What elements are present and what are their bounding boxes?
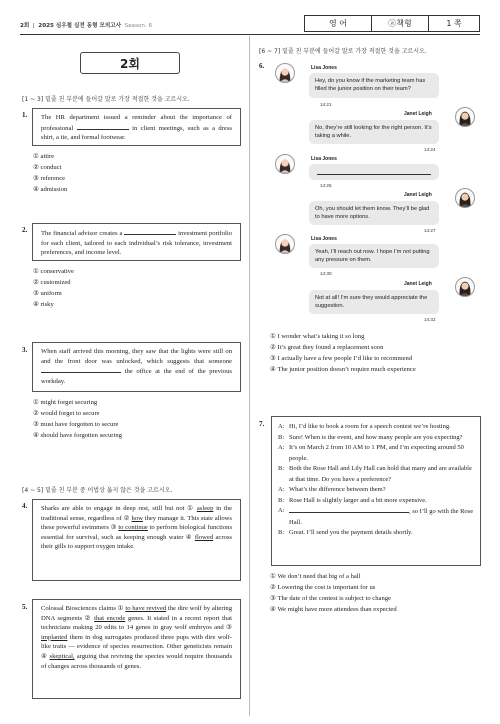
q4-text: across their gills to support oxygen intake. [41,533,232,551]
question-number: 6. [259,62,265,70]
exam-info: 2회 | 2025 심우철 실전 동형 모의고사 Season. 6 [20,23,153,29]
q2-text-post: investment portfolio for each client, tailored to each individual’s risk tolerance, investment preferences, and income level. [41,230,232,257]
question-3-options [33,397,122,441]
option[interactable]: ② conduct [33,164,62,171]
line-text: Rose Hall is slightly larger and a bit more expensive. [289,496,427,504]
option[interactable]: ① conservative [33,268,74,275]
lisa-avatar [275,63,295,83]
janet-avatar [455,107,475,127]
line-text: , so I’ll go with the Rose Hall. [289,508,474,526]
chat-bubble: Oh, you should let them know. They’ll be glad to have more options. [309,201,439,225]
q4-text: to perform biological functions essential for survival, such as keeping enough water ④ [41,524,233,541]
section-instruction-2: [4 ~ 5] 밑줄 친 부분 중 어법상 옳지 않은 것을 고르시오. [22,487,173,494]
chat-bubble: Yeah, I’ll reach out now. I hope I’m not putting any pressure on them. [309,244,439,268]
speaker: B: [278,433,285,441]
chat-time: 14:25 [320,183,332,188]
option[interactable]: ④ We might have more attendees than expected [270,606,397,613]
underlined-choice: to continue [118,524,148,532]
chat-sender: Lisa Jones [311,65,337,71]
exam-title: 2025 심우철 실전 동형 모의고사 [38,23,122,29]
underlined-choice: implanted [41,633,68,641]
page-box: 1 쪽 [446,19,462,28]
option[interactable]: ③ The date of the contest is subject to change [270,595,391,602]
underlined-choice: skeptical, [49,652,75,660]
underlined-choice: asleep [196,505,214,512]
q5-text: genes. It stated in a recent report that technicians making 20 edits to 14 genes in gray wolf embryos and ③ [41,614,232,632]
chat-bubble-blank [309,164,439,180]
option[interactable]: ② would forget to secure [33,410,100,417]
question-number: 3. [22,346,28,354]
option[interactable]: ④ admission [33,186,68,193]
chat-bubble: No, they’re still looking for the right person. It’s taking a while. [309,120,439,144]
booklet-box: ⓐ책형 [372,16,429,31]
underlined-choice: flowed [194,533,214,541]
question-7-options [270,571,397,615]
q4-text: in the traditional sense, regardless of ② [41,505,232,522]
q3-text-pre: When staff arrived this morning, they saw that the lights were still on and the front door was unlocked, which suggests that someone [41,348,232,365]
round-label: 2회 [20,23,30,29]
season-label: Season. 6 [124,23,153,29]
question-5-box [32,599,241,699]
q5-text: Colossal Biosciences claims ① [41,605,126,612]
dialogue-line [278,422,474,433]
blank [124,228,176,235]
dialogue-line [278,433,474,444]
section-instruction-1: [1 ~ 3] 밑줄 친 부분에 들어갈 말로 가장 적절한 것을 고르시오. [22,96,190,103]
speaker: A: [278,444,285,451]
speaker: B: [278,496,285,504]
question-number: 5. [22,603,28,611]
question-number: 1. [22,111,28,119]
option[interactable]: ② customized [33,279,71,286]
q5-text: the dire wolf by altering DNA segments ② [41,605,232,622]
column-divider [249,36,250,716]
speaker: A: [278,423,285,430]
blank [77,123,129,130]
subject-box: 영 어 [305,16,372,31]
underlined-choice: how [131,514,143,522]
question-6-options [270,331,416,375]
q2-text-pre: The financial advisor creates a [41,230,123,237]
line-text: It’s on March 2 from 10 AM to 1 PM, and I’m expecting around 50 people. [289,444,464,462]
chat-time: 14:27 [424,228,436,233]
dialogue-line [278,528,474,539]
speaker: B: [278,529,285,536]
underlined-choice: to have revived [125,605,167,612]
line-text: Sure! When is the event, and how many people are you expecting? [289,433,463,441]
lisa-avatar [275,154,295,174]
question-number: 7. [259,420,265,428]
chat-bubble: Hey, do you know if the marketing team has filled the junior position on their team? [309,73,439,98]
janet-avatar [455,188,475,208]
q1-text-post: in client meetings, such as a dress shirt, a tie, and formal footwear. [41,124,232,142]
dialogue-line [278,485,474,496]
chat-bubble: Not at all! I’m sure they would appreciate the suggestion. [309,290,439,314]
section-instruction-3: [6 ~ 7] 밑줄 친 부분에 들어갈 말로 가장 적절한 것을 고르시오. [259,48,427,55]
q3-text-post: the office at the end of the previous workday. [41,368,232,385]
dialogue-line [278,443,474,464]
option[interactable]: ② Lowering the cost is important for us [270,584,376,591]
chat-time: 14:30 [320,271,332,276]
option[interactable]: ① might forget securing [33,399,98,406]
dialogue-line [278,496,474,507]
question-7-dialogue [271,416,481,566]
line-text: What’s the difference between them? [289,486,386,493]
chat-sender: Lisa Jones [311,156,337,162]
chat-sender: Janet Leigh [404,111,432,117]
chat-time: 14:21 [320,102,332,107]
lisa-avatar [275,234,295,254]
header-rule [20,34,480,35]
blank [41,366,121,373]
speaker: A: [278,507,285,514]
line-text: Hi, I’d like to book a room for a speech contest we’re hosting. [289,423,451,430]
underlined-choice: that encode [94,614,126,622]
option[interactable]: ① We don’t need that big of a hall [270,573,361,580]
q5-text: them in dog surrogates produced three pups with dire wolf-like traits — evidence of species resurrection. Other geneticists remain ④ [41,633,232,660]
option[interactable]: ④ should have forgotten securing [33,432,122,439]
option[interactable]: ④ The junior position doesn’t require much experience [270,366,416,373]
question-number: 4. [22,502,28,510]
question-1-options [33,151,67,195]
janet-avatar [455,277,475,297]
option[interactable]: ③ uniform [33,290,62,297]
chat-sender: Janet Leigh [404,192,432,198]
speaker: A: [278,486,285,493]
blank [289,506,409,513]
chat-sender: Lisa Jones [311,236,337,242]
speaker: B: [278,465,285,472]
dialogue-line [278,506,474,528]
option[interactable]: ③ I actually have a few people I’d like to recommend [270,355,413,362]
q4-text: they manage it. This state allows these powerful swimmers ③ [41,514,232,532]
chat-time: 14:24 [424,147,436,152]
option[interactable]: ④ risky [33,301,54,308]
option[interactable]: ③ must have forgotten to secure [33,421,119,428]
option[interactable]: ② It’s great they found a replacement soon [270,344,384,351]
line-text: Both the Rose Hall and Lily Hall can hold that many and are available at that time. Do you have a preference? [289,465,472,483]
option[interactable]: ① attire [33,153,55,160]
question-4-box [32,499,241,581]
dialogue-line [278,464,474,485]
chat-sender: Janet Leigh [404,281,432,287]
question-number: 2. [22,226,28,234]
blank [317,174,431,175]
option[interactable]: ③ reference [33,175,66,182]
question-2-box [32,223,241,261]
q5-text: arguing that reviving the species would require thousands of changes across thousands of genes. [41,652,233,670]
option[interactable]: ① I wonder what’s taking it so long [270,333,365,340]
q4-text: Sharks are able to engage in deep rest, still but not ① [41,505,197,512]
question-1-box [32,108,241,146]
header-boxes [304,15,480,32]
round-title: 2회 [80,52,180,74]
chat-time: 14:32 [424,317,436,322]
question-2-options [33,266,74,310]
q1-text-pre: The HR department issued a reminder about the importance of professional [41,114,232,132]
question-3-box [32,342,241,392]
line-text: Great. I’ll send you the payment details shortly. [289,529,413,536]
